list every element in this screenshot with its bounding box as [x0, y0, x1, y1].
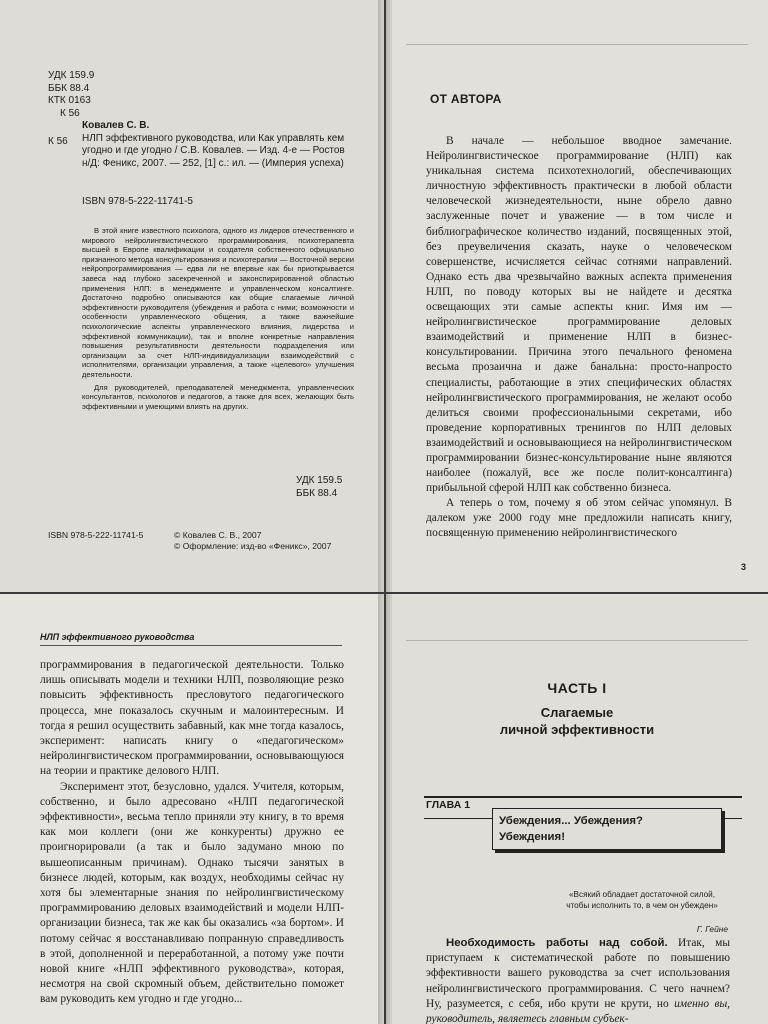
udk-bottom: УДК 159.5	[296, 475, 343, 486]
paragraph: Эксперимент этот, безусловно, удался. Учителя, которым, собственно, и было адресовано «НЛП педагогической эффективности», весьма тепло приняли эту книгу, в то время как мои коллеги (они же конкуренты) дружно ее проигнорировали (а так и было задумано мною по вышеописанным причинам). Однако тысячи занятых в бизнесе людей, которым, как воздух, необходимы сейчас ну хотя бы элементарные знания по нейролингвистическому программированию деловых взаимодействий и модели НЛП-организации бизнеса, так же как бы оказались «за бортом». И потому сейчас я восстанавливаю попранную справедливость в этой, дополненной и переработанной, а потому уже почти новой книге «НЛП эффективного руководства», которая, несмотря на свой скромный объем, действительно поможет вам руководить кем угодно и где угодно...	[40, 780, 344, 1006]
chapter-title-line: Убеждения... Убеждения?	[499, 815, 644, 827]
paragraph-italic: именно вы, руководитель, являетесь главным субъек-	[426, 997, 731, 1024]
author-mark-left: К 56	[48, 136, 68, 147]
code-bbk: ББК 88.4	[48, 82, 90, 94]
part-label: ЧАСТЬ I	[547, 680, 607, 696]
section-title: ОТ АВТОРА	[430, 92, 502, 106]
part-title	[386, 704, 768, 738]
page-continuation	[0, 594, 384, 1024]
epigraph: «Всякий обладает достаточной силой, чтобы исполнить то, в чем он убежден»	[566, 890, 718, 910]
chapter-title-line: Убеждения!	[499, 831, 565, 843]
page-part-one	[386, 594, 768, 1024]
code-udk: УДК 159.9	[48, 70, 95, 81]
page-spine	[378, 594, 384, 1024]
page-spine	[386, 594, 392, 1024]
paragraph-text: Итак, мы приступаем к систематической работе по повышению эффективности вашего руководства за счет использования нейролингвистического программирования. С чего начнем? Ну, разумеется, с себя, ибо крути не крути, но	[426, 937, 730, 1010]
paragraph	[426, 936, 730, 1024]
running-header-rule	[406, 44, 748, 55]
chapter-label: ГЛАВА 1	[426, 799, 471, 811]
annotation	[82, 226, 354, 414]
body-text	[426, 134, 732, 542]
copyright-publisher: © Оформление: изд-во «Феникс», 2007	[174, 541, 332, 551]
epigraph-author: Г. Гейне	[696, 924, 728, 934]
page-spine	[386, 0, 392, 592]
page-from-author	[386, 0, 768, 592]
page-number: 3	[740, 562, 746, 572]
paragraph: А теперь о том, почему я об этом сейчас упомянул. В далеком уже 2000 году мне предложили написать книгу, посвященную применению нейролингвистического	[426, 497, 732, 540]
code-ktk: КТК 0163	[48, 95, 91, 106]
annotation-audience: Для руководителей, преподавателей менеджмента, управленческих консультантов, психологов и педагогов, а также для всех, желающих быть эффективными и умеющими влиять на других.	[82, 382, 354, 411]
copyright-author: © Ковалев С. В., 2007	[174, 530, 262, 540]
classification-codes	[48, 70, 94, 120]
part-title-line: личной эффективности	[499, 722, 655, 737]
part-title-line: Слагаемые	[540, 705, 614, 720]
paragraph: программирования в педагогической деятельности. Только лишь описывать модели и техники НЛП, позволяющие резко повысить эффективность пресловутого педагогического процесса, мне показалось скучным и малоинтересным. И тогда я решил осуществить забавный, как мне тогда казалось, эксперимент: написать книгу о «педагогическом» нейролингвистическом программировании, основывающуюся на теории и практике делового НЛП.	[40, 659, 344, 778]
body-text	[40, 658, 344, 1008]
book-title-record: НЛП эффективного руководства, или Как управлять кем угодно и где угодно / С.В. Ковалев. — Изд. 4-е — Ростов н/Д: Феникс, 2007. — 252, [1] с.: ил. — (Империя успеха)	[82, 132, 345, 169]
isbn-bottom: ISBN 978-5-222-11741-5	[48, 530, 144, 540]
running-header-rule	[406, 634, 748, 641]
chapter-title-box	[492, 808, 722, 850]
paragraph-lead: Необходимость работы над собой.	[446, 937, 668, 949]
isbn-top: ISBN 978-5-222-11741-5	[82, 196, 193, 207]
page-spine	[378, 0, 384, 592]
running-header: НЛП эффективного руководства	[40, 632, 342, 646]
code-author-mark: К 56	[60, 107, 80, 119]
author-name: Ковалев С. В.	[82, 120, 150, 131]
bibliographic-record	[82, 120, 354, 170]
annotation-paragraph: В этой книге известного психолога, одного из лидеров отечественного и мирового нейролингвистического программирования, психотерапевта высшей в Европе квалификации и создателя собственного официально признанного метода консультирования и психотерапии — Восточной версии нейропрограммирования — едва ли не впервые как бы приоткрывается завеса над глубоко засекреченной и законспирированной областью применения НЛП: в менеджменте и управленческом консалтинге. Достаточно подробно описываются как общие слагаемые личной эффективности руководителя (убеждения и работа с ними; возможности и особенности управленческого общения, а также важнейшие психологические аспекты управленческого влияния, лидерства и эффективной коммуникации), так и вполне конкретные направления повышения результативности деятельности подразделения или организации за счет НЛП-индивидуализации взаимодействий с исполнителями, организации управления, а также «целевого» улучшения деятельности.	[82, 226, 354, 379]
body-text	[426, 936, 730, 1024]
paragraph: В начале — небольшое вводное замечание. Нейролингвистическое программирование (НЛП) как уникальная система психотехнологий, обеспечивающих личностную эффективность практически в любой области человеческой жизнедеятельности, ныне обрело давно заслуженные почет и уважение — в том числе и библиографическое количество изданий, посвященных этой, без преувеличения сказать, науке о человеческом совершенстве, исчисляется сейчас сотнями направлений. Однако есть два чрезвычайно важных аспекта применения НЛП, по поводу которых вы не найдете и десятка освещающих эти самые аспекты книг. Имя им — нейролингвистическое программирование деловых взаимодействий и применение НЛП в бизнес-консультировании. Причина этого печального феномена весьма прозаична и даже банальна: просто-напросто специалисты, работающие в этих специфических областях нейролингвистического программирования, не желают особо делиться своими профессиональными секретами, ибо проведение корпоративных тренингов по НЛП деловых взаимодействий и основывающиеся на нейролингвистическом программировании бизнес-консультирование ныне являются наиболее (пожалуй, все же после полит-консалтинга) прибыльной сферой НЛП как собственно бизнеса.	[426, 135, 732, 495]
classification-bottom	[296, 474, 342, 500]
page-copyright	[0, 0, 384, 592]
bbk-bottom: ББК 88.4	[296, 488, 338, 499]
